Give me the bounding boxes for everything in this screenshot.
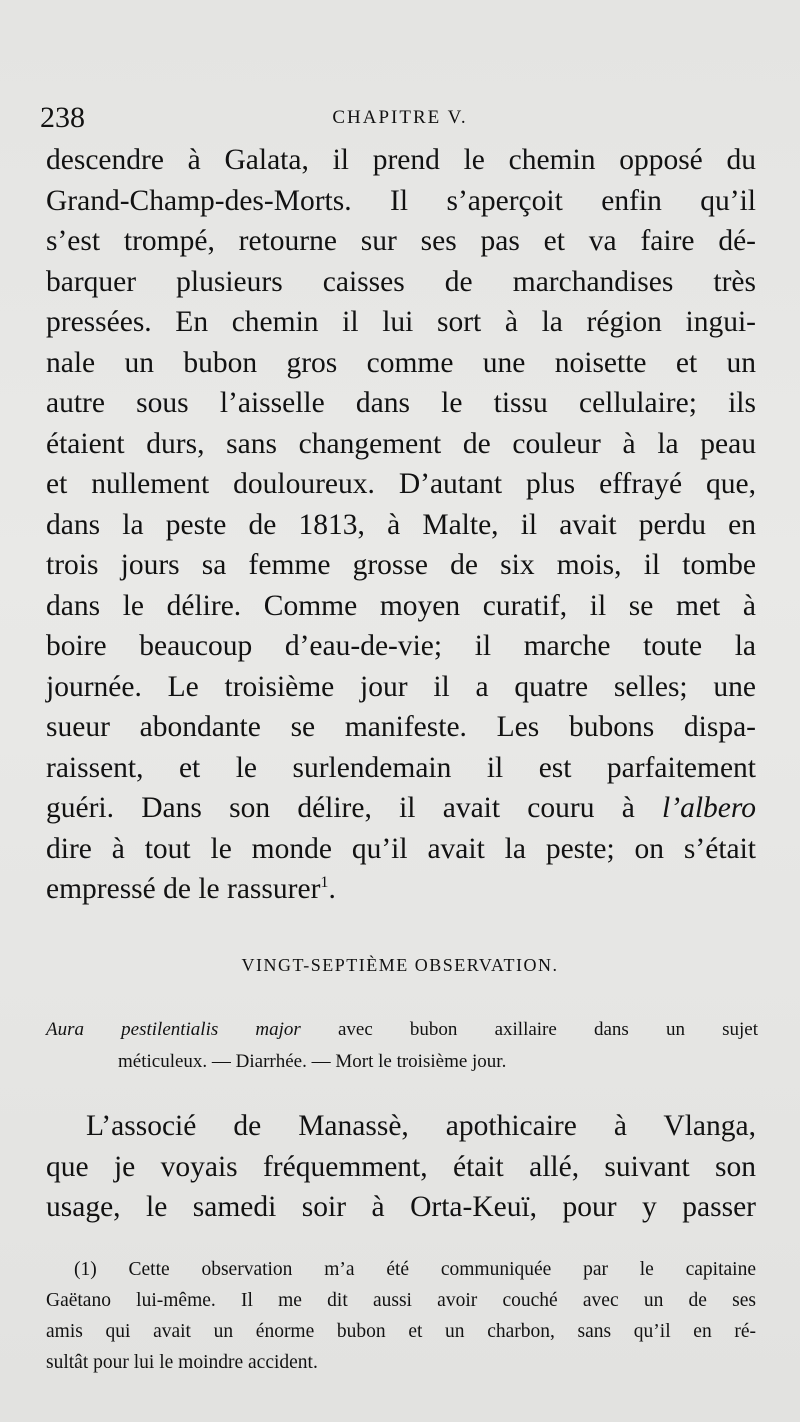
text-line: s’est trompé, retourne sur ses pas et va faire dé- [46,225,756,257]
italic-term: l’albero [662,792,756,824]
text-line: et nullement douloureux. D’autant plus effrayé que, [46,468,756,500]
text-line: L’associé de Manassè, apothicaire à Vlanga, [86,1110,756,1142]
footnote-line: sultât pour lui le moindre accident. [46,1352,318,1373]
text-line: dans la peste de 1813, à Malte, il avait perdu en [46,508,756,541]
text-segment: . [328,873,336,905]
footnote-reference: 1 [320,873,329,892]
text-line: descendre à Galata, il prend le chemin opposé du [46,144,756,176]
text-segment: empressé de le rassurer [46,873,321,905]
text-line: que je voyais fréquemment, était allé, suivant son [46,1150,756,1183]
page-header [40,98,760,138]
text-line: Grand-Champ-des-Morts. Il s’aperçoit enfin qu’il [46,184,756,217]
summary-line [46,1014,758,1046]
text-line: trois jours sa femme grosse de six mois, il tombe [46,549,756,581]
summary-line: méticuleux. — Diarrhée. — Mort le troisième jour. [118,1051,507,1072]
text-line: barquer plusieurs caisses de marchandises très [46,265,756,298]
text-line: journée. Le troisième jour il a quatre selles; une [46,670,756,703]
footnote-line: (1) Cette observation m’a été communiquée par le capitaine [74,1259,756,1280]
text-line: étaient durs, sans changement de couleur à la peau [46,427,756,460]
section-title: VINGT-SEPTIÈME OBSERVATION. [241,955,559,975]
text-line: sueur abondante se manifeste. Les bubons dispa- [46,711,756,743]
text-line: dire à tout le monde qu’il avait la peste; on s’était [46,832,756,865]
text-line: pressées. En chemin il lui sort à la région ingui- [46,306,756,338]
observation-text [46,140,756,910]
footnote [46,1254,756,1378]
text-line: raissent, et le surlendemain il est parfaitement [46,751,756,784]
observation-text-2 [46,1106,756,1228]
text-line: dans le délire. Comme moyen curatif, il se met à [46,589,756,622]
text-line: boire beaucoup d’eau-de-vie; il marche toute la [46,630,756,662]
page-number: 238 [40,101,85,134]
text-line: usage, le samedi soir à Orta-Keuï, pour y passer [46,1191,756,1223]
text-line [46,869,756,910]
text-segment: avec bubon axillaire dans un sujet [300,1019,758,1040]
italic-term: Aura pestilentialis major [46,1019,301,1040]
observation-summary [46,1014,758,1078]
text-segment: guéri. Dans son délire, il avait couru à [46,792,663,824]
text-line [46,788,756,829]
footnote-line: Gaëtano lui-même. Il me dit aussi avoir couché avec un de ses [46,1290,756,1311]
text-line: nale un bubon gros comme une noisette et un [46,346,756,379]
text-line: autre sous l’aisselle dans le tissu cellulaire; ils [46,387,756,419]
footnote-line: amis qui avait un énorme bubon et un charbon, sans qu’il en ré- [46,1321,756,1342]
running-head: CHAPITRE V. [332,107,468,128]
